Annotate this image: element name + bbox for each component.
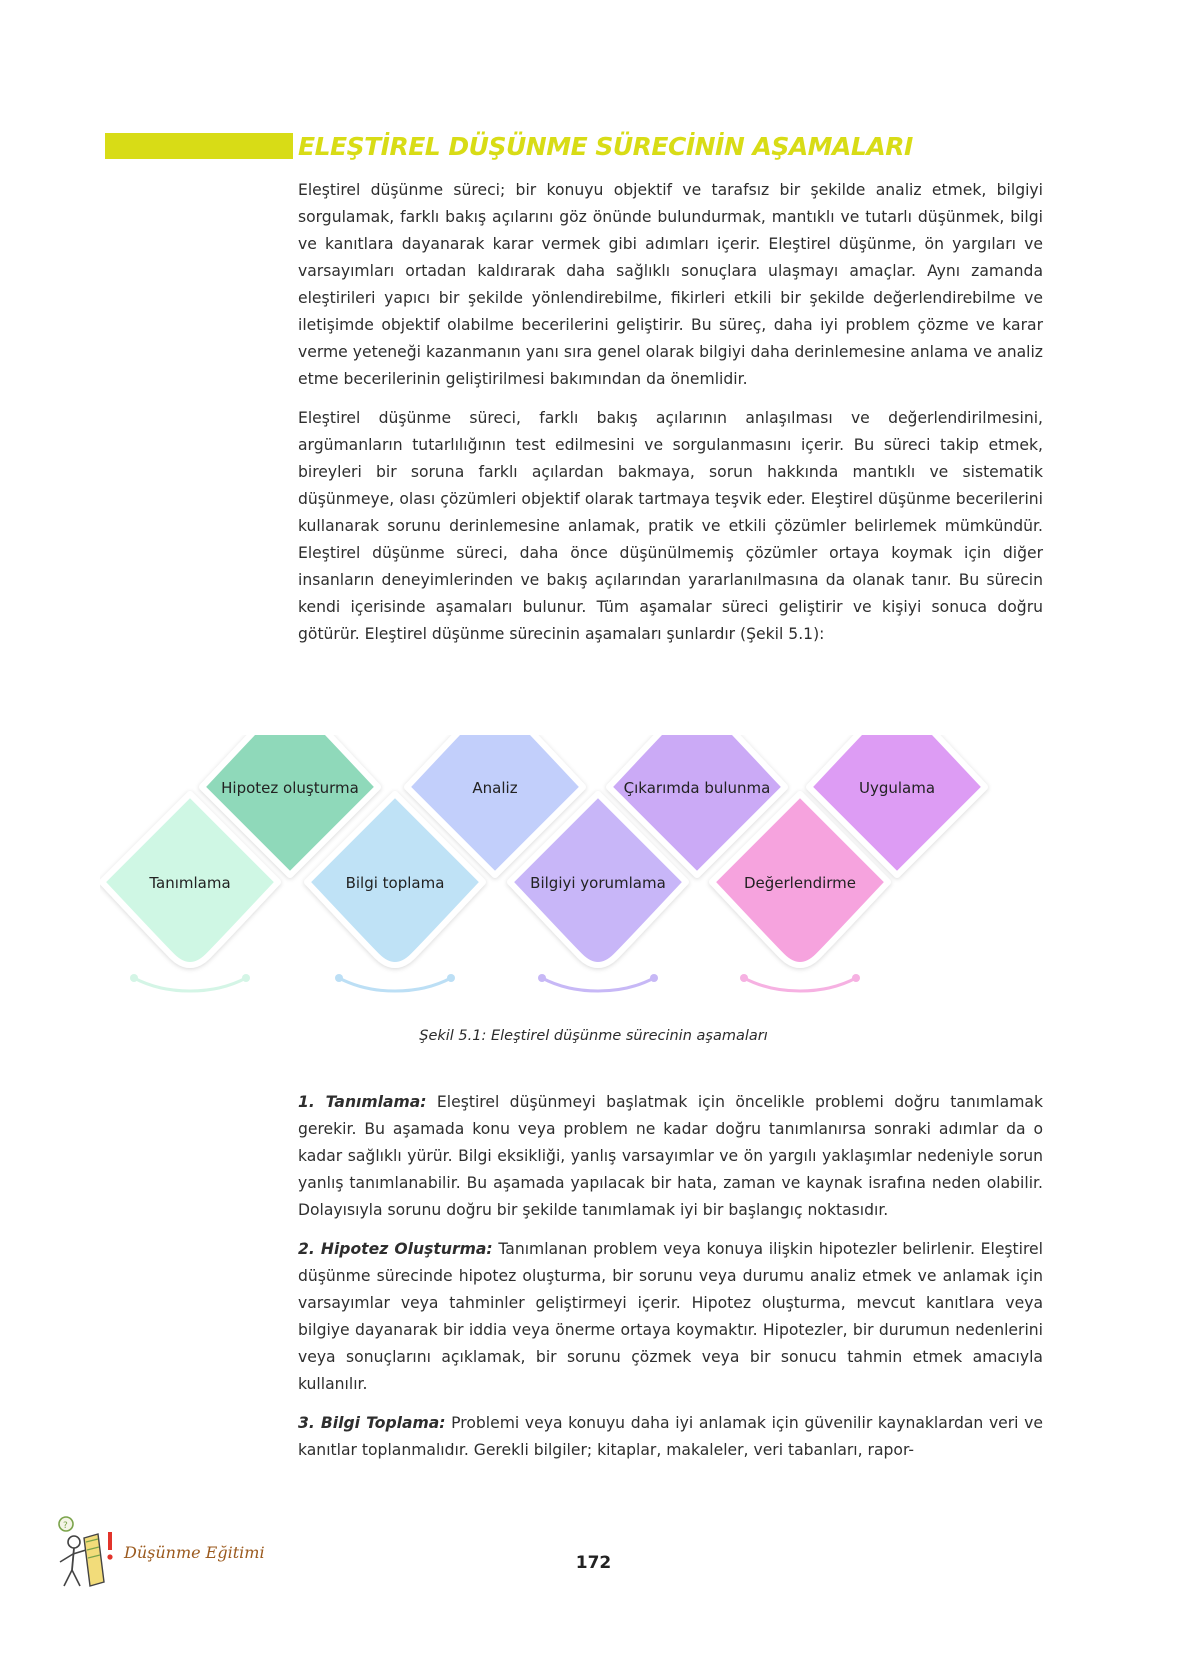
section-title: ELEŞTİREL DÜŞÜNME SÜRECİNİN AŞAMALARI — [298, 132, 913, 161]
stage-arc-dot — [538, 974, 546, 982]
stage-label: Bilgiyi yorumlama — [530, 874, 666, 892]
stage-description-lead: 3. Bilgi Toplama: — [298, 1414, 446, 1432]
stage-label: Değerlendirme — [743, 874, 857, 892]
stage-label: Çıkarımda bulunma — [623, 779, 771, 797]
stage-arc-dot — [852, 974, 860, 982]
stage-arc — [744, 978, 856, 991]
stage-descriptions — [298, 1089, 1043, 1476]
figure-caption: Şekil 5.1: Eleştirel düşünme sürecinin aşamaları — [419, 1028, 768, 1044]
stage-label: Bilgi toplama — [345, 874, 445, 892]
stage-arc-dot — [242, 974, 250, 982]
stage-arc-dot — [335, 974, 343, 982]
stage-description-lead: 1. Tanımlama: — [298, 1093, 427, 1111]
stage-description-text: Problemi veya konuyu daha iyi anlamak için güvenilir kaynaklardan veri ve kanıtlar toplanmalıdır. Gerekli bilgiler; kitaplar, makaleler, veri tabanları, rapor- — [298, 1414, 1043, 1459]
stage-arc-dot — [740, 974, 748, 982]
intro-text — [298, 177, 1043, 660]
stage-description-item — [298, 1236, 1043, 1398]
stage-description-item — [298, 1089, 1043, 1224]
stage-label: Uygulama — [858, 779, 936, 797]
process-diagram — [100, 735, 1060, 1025]
title-accent-bar — [105, 133, 293, 159]
stage-arc — [134, 978, 246, 991]
stage-description-lead: 2. Hipotez Oluşturma: — [298, 1240, 493, 1258]
stage-arc-dot — [130, 974, 138, 982]
stage-arc-dot — [447, 974, 455, 982]
stage-description-text: Eleştirel düşünmeyi başlatmak için öncelikle problemi doğru tanımlamak gerekir. Bu aşamada konu veya problem ne kadar doğru tanımlanırsa sonraki adımlar da o kadar sağlıklı yürür. Bilgi eksikliği, yanlış varsayımlar ve ön yargılı yaklaşımlar nedeniyle sorun yanlış tanımlanabilir. Bu aşamada yapılacak bir hata, zaman ve kaynak israfına neden olabilir. Dolayısıyla sorunu doğru bir şekilde tanımlamak iyi bir başlangıç noktasıdır. — [298, 1093, 1043, 1219]
stage-label: Tanımlama — [149, 874, 231, 892]
stage-arc — [339, 978, 451, 991]
page-number: 172 — [575, 1553, 612, 1573]
thinking-figure-logo-icon — [52, 1512, 122, 1590]
footer-brand: Düşünme Eğitimi — [124, 1543, 265, 1562]
stage-description-item — [298, 1410, 1043, 1464]
stage-label: Hipotez oluşturma — [221, 779, 359, 797]
stage-arc — [542, 978, 654, 991]
intro-paragraph: Eleştirel düşünme süreci; bir konuyu objektif ve tarafsız bir şekilde analiz etmek, bilgiyi sorgulamak, farklı bakış açılarını göz önünde bulundurmak, mantıklı ve tutarlı düşünmek, bilgi ve kanıtlara dayanarak karar vermek gibi adımları içerir. Eleştirel düşünme, ön yargıları ve varsayımları ortadan kaldırarak daha sağlıklı sonuçlara ulaşmayı amaçlar. Aynı zamanda eleştirileri yapıcı bir şekilde yönlendirebilme, fikirleri etkili bir şekilde değerlendirebilme ve iletişimde objektif olabilme becerilerini geliştirir. Bu süreç, daha iyi problem çözme ve karar verme yeteneği kazanmanın yanı sıra genel olarak bilgiyi daha derinlemesine anlama ve analiz etme becerilerinin geliştirilmesi bakımından da önemlidir. — [298, 181, 1043, 388]
stage-description-text: Tanımlanan problem veya konuya ilişkin hipotezler belirlenir. Eleştirel düşünme sürecinde hipotez oluşturma, bir sorunu veya durumu analiz etmek ve anlamak için varsayımlar veya tahminler geliştirmeyi içerir. Hipotez oluşturma, mevcut kanıtlara veya bilgiye dayanarak bir iddia veya önerme ortaya koymaktır. Hipotezler, bir durumun nedenlerini veya sonuçlarını açıklamak, bir sorunu çözmek veya bir sonucu tahmin etmek amacıyla kullanılır. — [298, 1240, 1043, 1393]
process-diagram-svg — [100, 735, 1060, 1025]
stage-label: Analiz — [472, 779, 518, 797]
stage-arc-dot — [650, 974, 658, 982]
intro-paragraph: Eleştirel düşünme süreci, farklı bakış açılarının anlaşılması ve değerlendirilmesini, argümanların tutarlılığının test edilmesini ve sorgulanmasını içerir. Bu süreci takip etmek, bireyleri bir soruna farklı açılardan bakmaya, sorun hakkında mantıklı ve sistematik düşünmeye, olası çözümleri objektif olarak tartmaya teşvik eder. Eleştirel düşünme becerilerini kullanarak sorunu derinlemesine anlamak, pratik ve etkili çözümler belirlemek mümkündür. Eleştirel düşünme süreci, daha önce düşünülmemiş çözümler ortaya koymak için diğer insanların deneyimlerinden ve bakış açılarından yararlanılmasına da olanak tanır. Bu sürecin kendi içerisinde aşamaları bulunur. Tüm aşamalar süreci geliştirir ve kişiyi sonuca doğru götürür. Eleştirel düşünme sürecinin aşamaları şunlardır (Şekil 5.1): — [298, 409, 1043, 643]
svg-text:?: ? — [63, 1521, 68, 1531]
